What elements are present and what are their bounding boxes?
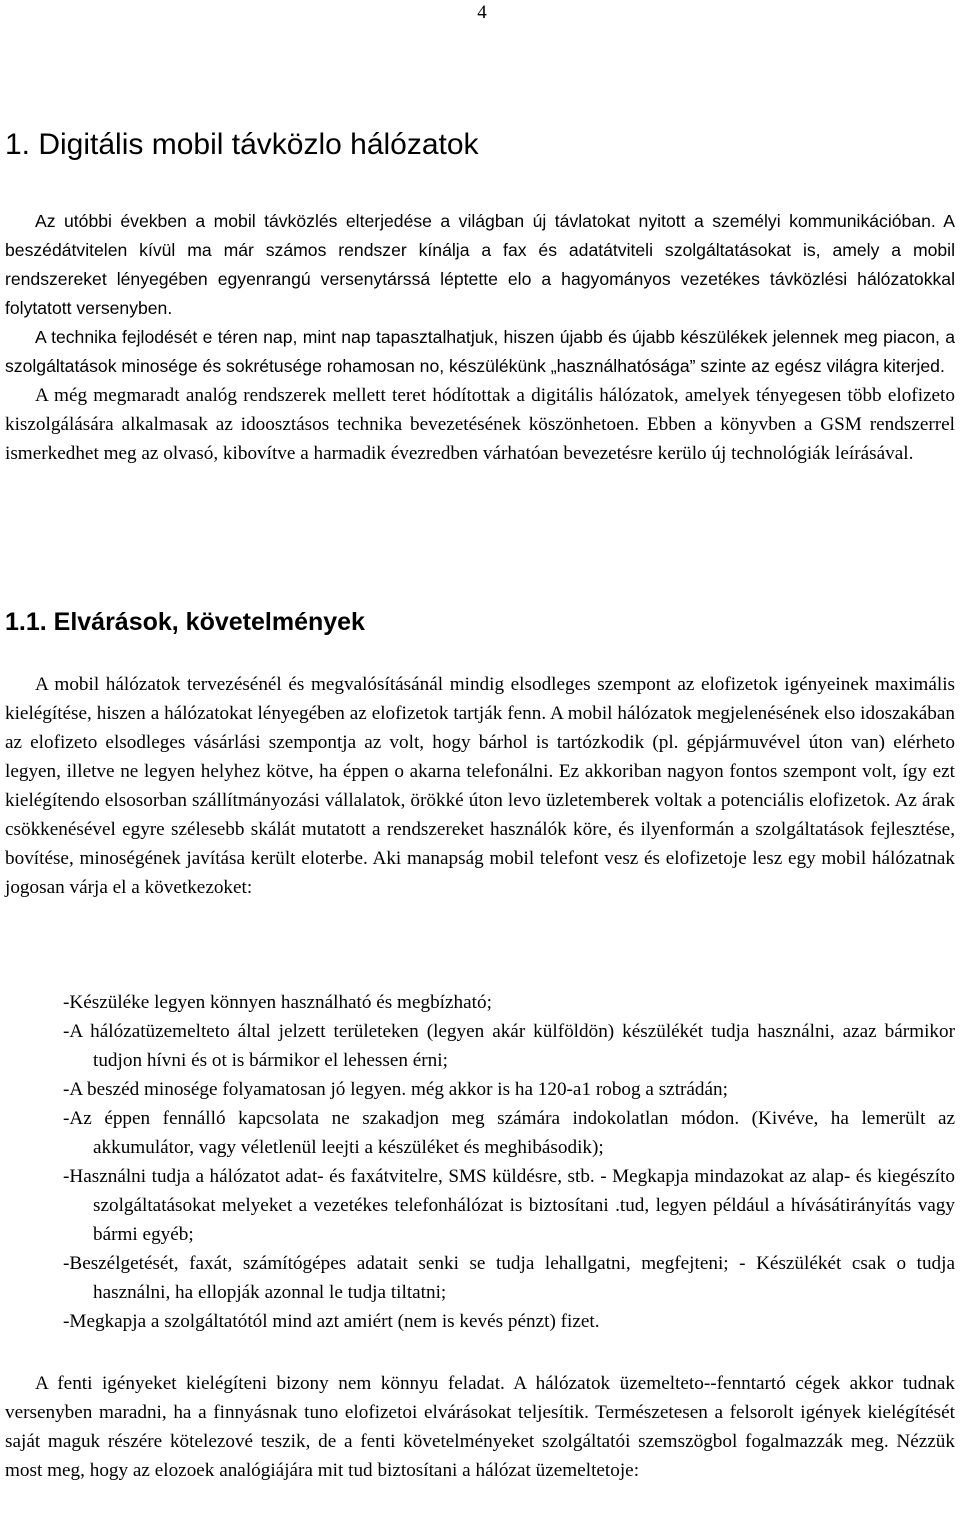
page-number: 4 [477,2,487,23]
section-title: 1.1. Elvárások, követelmények [5,608,365,636]
closing-paragraph: A fenti igényeket kielégíteni bizony nem könnyu feladat. A hálózatok üzemelteto--fenntartó cégek akkor tudnak versenyben maradni, ha a finnyásnak tuno elofizetoi elvárásokat teljesítik. Természetesen a felsorolt igények kielégítését saját maguk részére kötelezové teszik, de a fenti követelményeket szolgáltatói szemszögbol fogalmazzák meg. Nézzük most meg, hogy az elozoek analógiájára mit tud biztosítani a hálózat üzemeltetoje: [5,1373,955,1481]
requirements-list [63,988,955,1336]
list-item: -Használni tudja a hálózatot adat- és faxátvitelre, SMS küldésre, stb. - Megkapja mindazokat az alap- és kiegészíto szolgáltatásokat melyeket a vezetékes telefonhálózat is biztosítani .tud, legyen például a hívásátirányítás vagy bármi egyéb; [63,1166,955,1245]
list-item: -A beszéd minosége folyamatosan jó legyen. még akkor is ha 120-a1 robog a sztrádán; [63,1079,728,1100]
intro-paragraph: A még megmaradt analóg rendszerek mellett teret hódítottak a digitális hálózatok, amelyek tényegesen több elofizeto kiszolgálására alkalmasak az idoosztásos technika bevezetésének köszönhetoen. Ebben a könyvben a GSM rendszerrel ismerkedhet meg az olvasó, kibovítve a harmadik évezredben várhatóan bevezetésre kerülo új technológiák leírásával. [5,385,955,464]
list-item: -Megkapja a szolgáltatótól mind azt amiért (nem is kevés pénzt) fizet. [63,1311,600,1332]
list-item: -Készüléke legyen könnyen használható és megbízható; [63,992,492,1013]
section-text [5,670,955,902]
intro-paragraph: Az utóbbi években a mobil távközlés elterjedése a világban új távlatokat nyitott a személyi kommunikációban. A beszédátvitelen kívül ma már számos rendszer kínálja a fax és adatátviteli szolgáltatásokat is, amely a mobil rendszereket lényegében egyenrangú versenytárssá léptette elo a hagyományos vezetékes távközlési hálózatokkal folytatott versenyben. [5,211,955,318]
intro-text [5,207,955,468]
list-item: -A hálózatüzemelteto által jelzett területeken (legyen akár külföldön) készülékét tudja használni, azaz bármikor tudjon hívni és ot is bármikor el lehessen érni; [63,1021,955,1071]
chapter-title: 1. Digitális mobil távközlo hálózatok [5,128,479,161]
closing-text [5,1369,955,1485]
section-paragraph: A mobil hálózatok tervezésénél és megvalósításánál mindig elsodleges szempont az elofizetok igényeinek maximális kielégítése, hiszen a hálózatokat lényegében az elofizetok tartják fenn. A mobil hálózatok megjelenésének elso idoszakában az elofizeto elsodleges vásárlási szempontja az volt, hogy bárhol is tartózkodik (pl. gépjármuvével úton van) elérheto legyen, illetve ne legyen helyhez kötve, ha éppen o akarna telefonálni. Ez akkoriban nagyon fontos szempont volt, így ezt kielégítendo elsosorban szállítmányozási vállalatok, örökké úton levo üzletemberek voltak a potenciális elofizetok. Az árak csökkenésével egyre szélesebb skálát mutatott a rendszereket használók köre, és ilyenformán a szolgáltatások fejlesztése, bovítése, minoségének javítása került eloterbe. Aki manapság mobil telefont vesz és elofizetoje lesz egy mobil hálózatnak jogosan várja el a következoket: [5,674,955,898]
intro-paragraph: A technika fejlodését e téren nap, mint nap tapasztalhatjuk, hiszen újabb és újabb készülékek jelennek meg piacon, a szolgáltatások minosége és sokrétusége rohamosan no, készülékünk „használhatósága” szinte az egész világra kiterjed. [5,327,955,376]
list-item: -Beszélgetését, faxát, számítógépes adatait senki se tudja lehallgatni, megfejteni; - Készülékét csak o tudja használni, ha ellopják azonnal le tudja tiltatni; [63,1253,955,1303]
list-item: -Az éppen fennálló kapcsolata ne szakadjon meg számára indokolatlan módon. (Kivéve, ha lemerült az akkumulátor, vagy véletlenül leejti a készüléket és meghibásodik); [63,1108,955,1158]
